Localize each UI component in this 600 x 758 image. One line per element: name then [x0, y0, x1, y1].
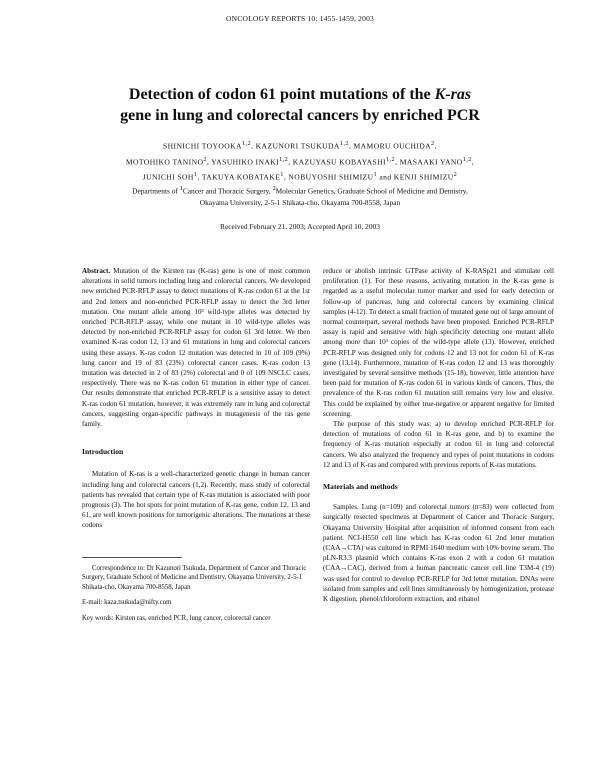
keywords: Key words: Kirsten ras, enriched PCR, lung cancer, colorectal cancer [82, 614, 271, 622]
study-purpose: The purpose of this study was: a) to develop enriched PCR-RFLP for detection of mutations of codon 61 in K-ras gene, and b) to examine the frequency of K-ras mutation especially at codon 61 in lung and colorectal cancers. We also analyzed the frequency and types of point mutations in codons 12 and 13 of K-ras and compared with previous reports of K-ras mutations. [323, 420, 554, 469]
introduction-text: Mutation of K-ras is a well-characterized genetic change in human cancer including lung and colorectal cancers (1,2). Recently, mass study of colorectal patients has revealed that certain type of K-ras mutation is associated with poor prognosis (3). The hot spots for point mutation of K-ras gene, codon 12, 13 and 61, are well known positions for tumorigenic alterations. The mutations at these codons [82, 470, 310, 530]
title-line-2: gene in lung and colorectal cancers by enriched PCR [120, 107, 480, 124]
author-line: JUNICHI SOH$^1$, TAKUYA KOBATAKE$^1$, NOBUYOSHI SHIMIZU$^1$ and KENJI SHIMIZU$^2$ [142, 171, 458, 182]
abstract [82, 266, 310, 429]
journal-header: ONCOLOGY REPORTS 10: 1455-1459, 2003 [226, 14, 374, 23]
abstract-label: Abstract. [82, 267, 111, 275]
methods-heading: Materials and methods [323, 482, 398, 492]
article-title [70, 84, 530, 126]
introduction-heading: Introduction [82, 447, 124, 457]
left-column [82, 266, 310, 629]
title-line-1: Detection of codon 61 point mutations of the K-ras [128, 86, 472, 103]
affiliation-line-2: Okayama University, 2-5-1 Shikata-cho, Okayama 700-8558, Japan [199, 198, 401, 208]
right-column [323, 266, 554, 604]
correspondence-email: E-mail: kaza.tsukuda@nifty.com [82, 599, 172, 607]
affiliations [60, 183, 540, 209]
abstract-text: Mutation of the Kirsten ras (K-ras) gene is one of most common alterations in solid tumors including lung and colorectal cancers. We developed new enriched PCR-RFLP assay to detect mutations of K-ras codon 61 at the 1st and 2nd letters and non-enriched PCR-RFLP assay to detect the 3rd letter mutation. One mutant allele among 10³ wild-type alleles was detected by enriched PCR-RFLP assay, while one mutant in 10 wild-type alleles was detected by non-enriched PCR-RFLP assay for codon 61 3rd letter. We then examined K-ras codon 12, 13 and 61 mutations in lung and colorectal cancers using these assays. K-ras codon 12 mutation was detected in 10 of 109 (9%) lung cancer and 19 of 83 (23%) colorectal cancer cases. K-ras codon 13 mutation was detected in 2 of 83 (2%) colorectal and 0 of 109 NSCLC cases, respectively. There was no K-ras codon 61 mutation in either type of cancer. Our results demonstrate that enriched PCR-RFLP is a sensitive assay to detect K-ras codon 61 mutation, however, it was extremely rare in lung and colorectal cancers, suggesting organ-specific pathways in mutagenesis of the ras gene family. [82, 267, 310, 429]
methods-text: Samples. Lung (n=109) and colorectal tumors (n=83) were collected from surgically resected specimens at Department of Cancer and Thoracic Surgery, Okayama University Hospital after acquisition of informed consent from each patient. NCI-H550 cell line which has K-ras codon 61 2nd letter mutation (CAA→CTA) was cultured in RPMI 1640 medium with 10% bovine serum. The pLN-R3.3 plasmid which contains K-ras exon 2 with a codon 61 mutation (CAA→CAC), derived from a human pancreatic cancer cell line T3M-4 (19) was used for control to develop PCR-RFLP for 3rd letter mutation. DNAs were isolated from samples and cell lines simultaneously by homogenization, protease K digestion, phenol/chloroform extraction, and ethanol [323, 503, 554, 604]
author-list [70, 137, 530, 184]
affiliation-line-1: Departments of $^1$Cancer and Thoracic Surgery, $^2$Molecular Genetics, Graduate School of Medicine and Dentistry, [132, 186, 468, 196]
author-line: MOTOHIKO TANINO$^2$, YASUHIKO INAKI$^{1,2}$, KAZUYASU KOBAYASHI$^{1,2}$, MASAAKI YANO$^{1,2}$, [125, 155, 475, 167]
intro-continued: reduce or abolish intrinsic GTPase activity of K-RASp21 and stimulate cell proliferation (1). For these reasons, activating mutation in the K-ras gene is regarded as a useful molecular tumor marker and used for early detection or follow-up of pancreas, lung and colorectal cancers by examining clinical samples (4-12). To detect a small fraction of mutated gene out of large amount of normal counterpart, several methods have been proposed. Enriched PCR-RFLP assay is rapid and sensitive with high specificity detecting one mutant allele among more than 10³ copies of the wild-type allele (13). However, enriched PCR-RFLP was designed only for codons 12 and 13 not for codon 61 of K-ras gene (13,14). Furthermore, mutation of K-ras codon 12 and 13 was thoroughly investigated by several sensitive methods (15-18), however, little attention have been paid for mutation of K-ras codon 61 in various kinds of cancers. Thus, the prevalence of the K-ras codon 61 mutation still remains very low and elusive. This could be explained by either true-negative or apparent negative for limited screening. [323, 267, 554, 418]
correspondence-note: Correspondence to: Dr Kazunori Tsukuda, Department of Cancer and Thoracic Surgery, Graduate School of Medicine and Dentistry, Okayama University, 2-5-1 Shikata-cho, Okayama 700-8558, Japan [82, 564, 307, 591]
footnote-divider [82, 557, 182, 558]
received-dates: Received February 21, 2003; Accepted April 10, 2003 [220, 222, 380, 231]
author-line: SHINICHI TOYOOKA$^{1,2}$, KAZUNORI TSUKUDA$^{1,2}$, MAMORU OUCHIDA$^2$, [163, 140, 437, 151]
